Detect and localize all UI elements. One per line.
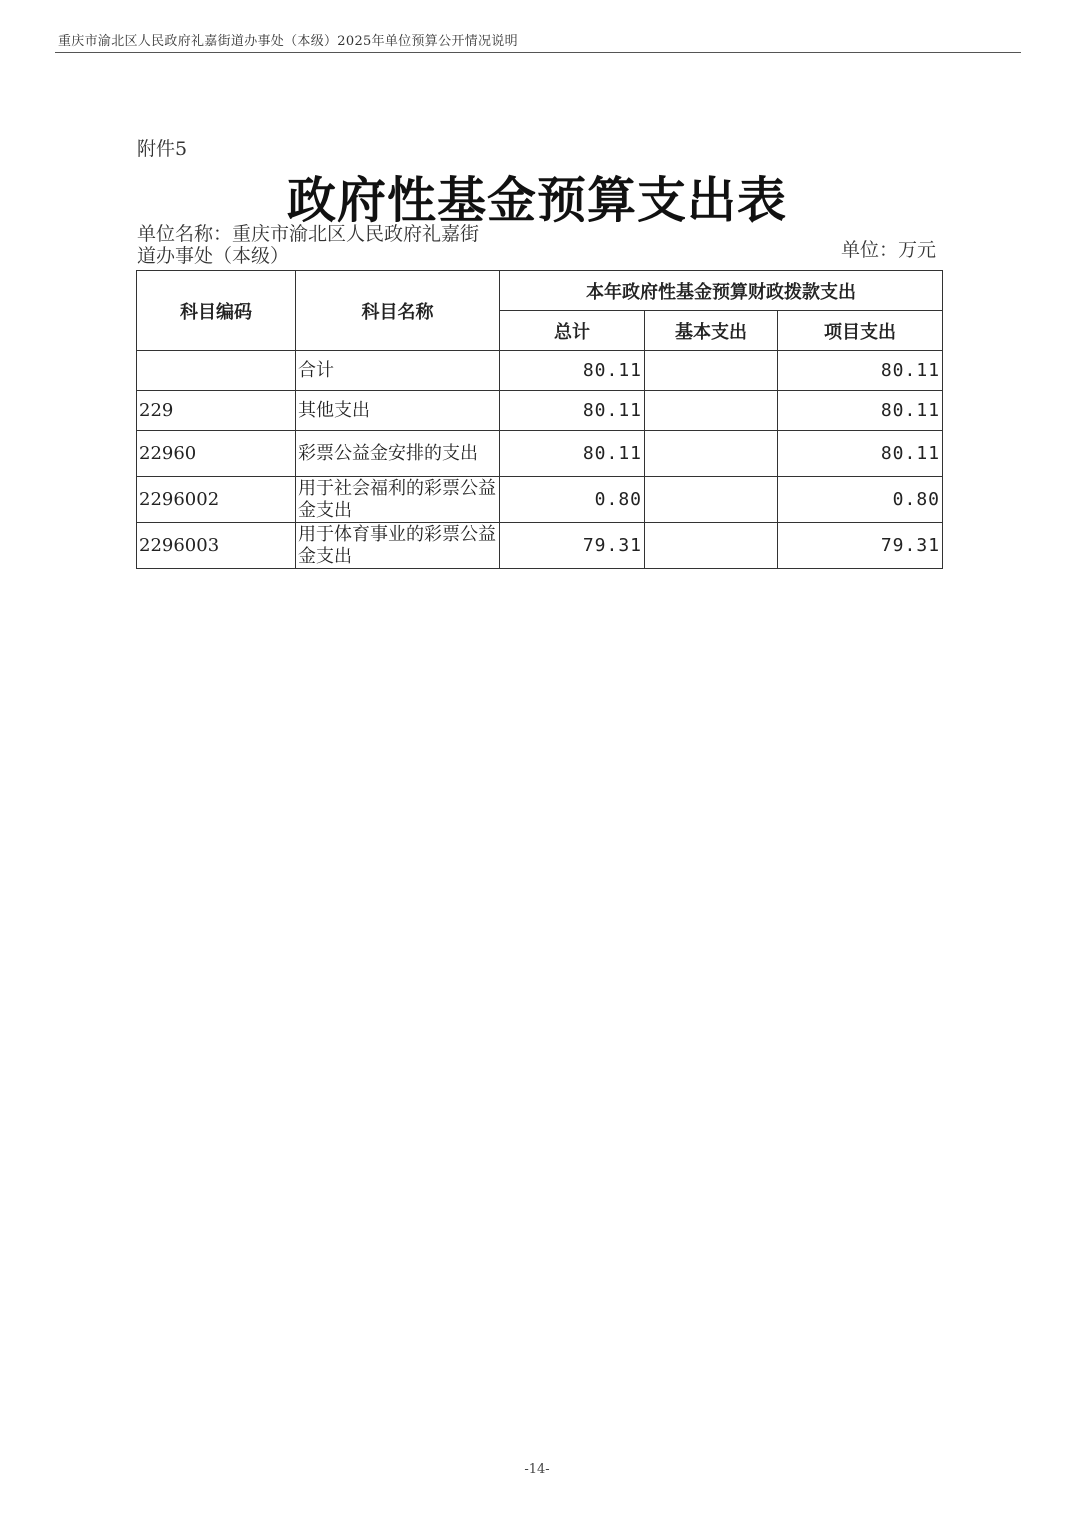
header-group: 本年政府性基金预算财政拨款支出 xyxy=(500,271,943,311)
table-row xyxy=(137,431,943,477)
table-row xyxy=(137,523,943,569)
cell-project: 0.80 xyxy=(778,477,943,523)
cell-project: 79.31 xyxy=(778,523,943,569)
cell-basic xyxy=(645,351,778,391)
budget-table xyxy=(136,270,943,569)
cell-basic xyxy=(645,391,778,431)
cell-total: 79.31 xyxy=(500,523,645,569)
header-code: 科目编码 xyxy=(137,271,296,351)
cell-name: 用于社会福利的彩票公益金支出 xyxy=(296,477,500,523)
cell-total: 80.11 xyxy=(500,351,645,391)
table-row xyxy=(137,391,943,431)
cell-project: 80.11 xyxy=(778,431,943,477)
cell-basic xyxy=(645,523,778,569)
header-basic: 基本支出 xyxy=(645,311,778,351)
attachment-label: 附件5 xyxy=(137,138,188,160)
header-project: 项目支出 xyxy=(778,311,943,351)
header-name: 科目名称 xyxy=(296,271,500,351)
cell-project: 80.11 xyxy=(778,351,943,391)
table-row xyxy=(137,477,943,523)
header-total: 总计 xyxy=(500,311,645,351)
cell-total: 0.80 xyxy=(500,477,645,523)
cell-basic xyxy=(645,477,778,523)
cell-name: 彩票公益金安排的支出 xyxy=(296,431,500,477)
cell-code xyxy=(137,351,296,391)
table-row xyxy=(137,351,943,391)
cell-name: 合计 xyxy=(296,351,500,391)
unit-measure: 单位：万元 xyxy=(840,239,936,261)
cell-project: 80.11 xyxy=(778,391,943,431)
cell-total: 80.11 xyxy=(500,391,645,431)
cell-basic xyxy=(645,431,778,477)
unit-name: 单位名称：重庆市渝北区人民政府礼嘉街道办事处（本级） xyxy=(137,223,480,267)
cell-name: 其他支出 xyxy=(296,391,500,431)
cell-code: 2296002 xyxy=(137,477,296,523)
cell-code: 22960 xyxy=(137,431,296,477)
page-number: -14- xyxy=(524,1462,550,1477)
cell-total: 80.11 xyxy=(500,431,645,477)
running-header: 重庆市渝北区人民政府礼嘉街道办事处（本级）2025年单位预算公开情况说明 xyxy=(58,34,518,49)
cell-name: 用于体育事业的彩票公益金支出 xyxy=(296,523,500,569)
cell-code: 2296003 xyxy=(137,523,296,569)
cell-code: 229 xyxy=(137,391,296,431)
page-title: 政府性基金预算支出表 xyxy=(286,172,787,229)
header-rule xyxy=(55,52,1021,53)
